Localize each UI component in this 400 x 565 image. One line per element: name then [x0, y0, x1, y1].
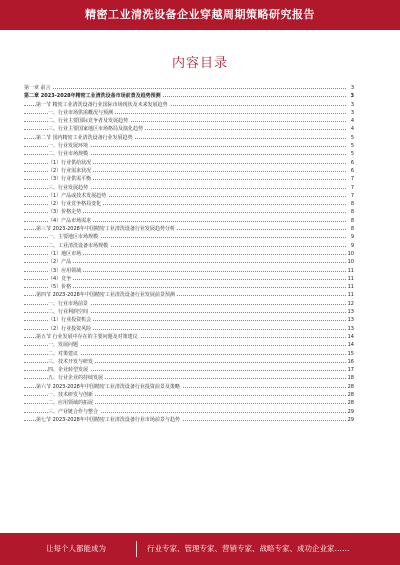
toc-entry-text: （2）行业竞争格局变化 [48, 201, 102, 208]
toc-entry-text: 三、行业主要国家地区市场格局及演化趋势 [48, 126, 144, 133]
toc-entry-text: （4）竞争 [48, 275, 72, 282]
toc-entry[interactable] [24, 242, 354, 250]
toc-page-number: 11 [347, 267, 354, 274]
toc-page-number: 9 [350, 242, 354, 249]
toc-entry-text: 第二节 国内精密工业清洗设备行业发展趋势 [36, 134, 133, 141]
toc-page-number: 3 [350, 85, 354, 91]
toc-entry-text: 第二章 2023-2028年精密工业清洗设备市场前景及趋势预测 [24, 93, 161, 100]
toc-entry-text: 三、行业发展趋势 [48, 184, 89, 191]
toc-page-number: 13 [347, 309, 354, 316]
toc-entry[interactable] [24, 167, 354, 175]
toc-entry-text: 一、技术研发与创新 [48, 391, 94, 398]
toc-entry-text: 一、行业发展环境 [48, 143, 89, 150]
toc-page-number: 9 [350, 234, 354, 241]
toc-page-number: 5 [350, 151, 354, 158]
toc-entry[interactable] [24, 150, 354, 158]
toc-page-number: 11 [347, 275, 354, 282]
toc-entry[interactable] [24, 117, 354, 125]
toc-entry-text: （1）行业投资机会 [48, 317, 92, 324]
toc-entry[interactable] [24, 175, 354, 183]
toc-entry[interactable] [24, 267, 354, 275]
toc-entry-text: （4）产品市场需求 [48, 217, 92, 224]
toc-entry[interactable] [24, 233, 354, 241]
toc-page-number: 29 [347, 416, 354, 423]
toc-page-number: 11 [347, 284, 354, 291]
toc-entry[interactable] [24, 291, 354, 299]
toc-entry-text: 第四节 2023-2028年中国精密工业清洗设备行业发展前景预测 [36, 292, 175, 299]
toc-page-number: 8 [350, 217, 354, 224]
toc-entry[interactable] [24, 258, 354, 266]
toc-entry-text: 第五节 行业发展中存在的主要问题及对策建议 [36, 333, 138, 340]
toc-page-number: 17 [347, 367, 354, 374]
toc-entry-text: 一、主要地区市场规模 [48, 234, 99, 241]
toc-entry-text: 三、技术开发与研发 [48, 358, 94, 365]
toc-entry-text: 五、行业企业的持续发展 [48, 375, 104, 382]
toc-entry-text: 第一章 前言 [24, 85, 51, 91]
toc-entry[interactable] [24, 250, 354, 258]
toc-page-number: 6 [350, 167, 354, 174]
toc-entry[interactable] [24, 92, 354, 100]
toc-entry-text: （3）行业供需平衡 [48, 176, 92, 183]
toc-entry-text: 二、工业清洗设备市场规模 [48, 242, 109, 249]
toc-entry[interactable] [24, 391, 354, 399]
toc-entry[interactable] [24, 275, 354, 283]
toc-page-number: 14 [347, 333, 354, 340]
toc-entry[interactable] [24, 350, 354, 358]
toc-entry[interactable] [24, 84, 354, 92]
toc-page-number: 8 [350, 226, 354, 233]
toc-entry-text: 四、企业转型发展 [48, 367, 89, 374]
toc-page-number: 12 [347, 300, 354, 307]
toc-entry-text: 二、行业主要国际竞争者及发展趋势 [48, 118, 129, 125]
toc-entry[interactable] [24, 358, 354, 366]
toc-page-number: 10 [347, 250, 354, 257]
toc-entry-text: 一、发展问题 [48, 342, 79, 349]
toc-leader-dots [24, 88, 346, 89]
toc-entry[interactable] [24, 316, 354, 324]
footer-banner [0, 533, 400, 565]
toc-entry-text: （1）行业供给状况 [48, 159, 92, 166]
toc-page-number: 13 [347, 317, 354, 324]
toc-entry-text: （1）产品或技术发展趋势 [48, 192, 107, 199]
toc-entry[interactable] [24, 208, 354, 216]
toc-entry[interactable] [24, 125, 354, 133]
toc-entry-text: 二、行业利润空间 [48, 309, 89, 316]
toc-entry-text: （1）地区市场 [48, 250, 82, 257]
toc-page-number: 18 [347, 375, 354, 382]
toc-entry[interactable] [24, 142, 354, 150]
toc-page-number: 3 [350, 109, 354, 116]
toc-page-number: 5 [350, 134, 354, 141]
toc-entry[interactable] [24, 192, 354, 200]
toc-entry-text: （2）行业投资风险 [48, 325, 92, 332]
toc-entry[interactable] [24, 399, 354, 407]
toc-entry[interactable] [24, 416, 354, 424]
toc-entry-text: 二、应用领域的拓展 [48, 400, 94, 407]
toc-page-number: 10 [347, 259, 354, 266]
toc-entry[interactable] [24, 341, 354, 349]
toc-entry-text: （3）价格走势 [48, 209, 82, 216]
toc-page-number: 29 [347, 408, 354, 415]
toc-page-number: 7 [350, 176, 354, 183]
toc-page-number: 11 [347, 292, 354, 299]
toc-page-number: 16 [347, 358, 354, 365]
report-title: 精密工业清洗设备企业穿越周期策略研究报告 [85, 8, 315, 21]
footer-right-text: 行业专家、管理专家、营销专家、战略专家、成功企业家…… [147, 544, 350, 553]
toc-page-number: 5 [350, 143, 354, 150]
toc-page-number: 28 [347, 391, 354, 398]
toc-page-number: 3 [350, 101, 354, 108]
toc-entry[interactable] [24, 184, 354, 192]
toc-entry[interactable] [24, 325, 354, 333]
toc-entry[interactable] [24, 308, 354, 316]
toc-entry[interactable] [24, 300, 354, 308]
toc-entry-text: 第三节 2023-2028年中国精密工业清洗设备行业发展趋势分析 [36, 226, 175, 233]
toc-page-number: 15 [347, 350, 354, 357]
toc-page-number: 3 [350, 93, 354, 100]
footer-divider [136, 541, 137, 557]
toc-entry[interactable] [24, 383, 354, 391]
toc-entry[interactable] [24, 408, 354, 416]
toc-title: 内容目录 [171, 56, 228, 71]
toc-entry[interactable] [24, 374, 354, 382]
toc-entry[interactable] [24, 134, 354, 142]
toc-page-number: 8 [350, 201, 354, 208]
toc-page-number: 28 [347, 383, 354, 390]
toc-entry-text: 第七节 2023-2028年中国精密工业清洗设备行业市场前景与趋势 [36, 416, 180, 423]
toc-entry[interactable] [24, 217, 354, 225]
toc-page-number: 14 [347, 342, 354, 349]
toc-entry-text: 一、行业市场供需概况与预测 [48, 109, 114, 116]
toc-page-number: 6 [350, 159, 354, 166]
toc-entry-text: （2）产品 [48, 259, 72, 266]
report-header [0, 0, 400, 30]
toc-entry-text: （3）应用领域 [48, 267, 82, 274]
toc-entry[interactable] [24, 283, 354, 291]
toc-entry-text: （5）价格 [48, 284, 72, 291]
toc-page-number: 13 [347, 325, 354, 332]
toc-entry-text: 二、对策建议 [48, 350, 79, 357]
toc-page-number: 7 [350, 192, 354, 199]
toc-entry-text: （2）行业需求状况 [48, 167, 92, 174]
toc-entry[interactable] [24, 225, 354, 233]
toc-entry[interactable] [24, 366, 354, 374]
toc-entry[interactable] [24, 333, 354, 341]
toc-page-number: 8 [350, 209, 354, 216]
toc-entry[interactable] [24, 200, 354, 208]
table-of-contents [24, 84, 354, 424]
toc-entry-text: 三、产业链合作与整合 [48, 408, 99, 415]
toc-entry[interactable] [24, 159, 354, 167]
toc-entry-text: 一、行业市场前景 [48, 300, 89, 307]
toc-page-number: 28 [347, 400, 354, 407]
toc-entry-text: 第一节 精密工业清洗设备行业国际市场现状及未来发展趋势 [36, 101, 168, 108]
toc-entry[interactable] [24, 109, 354, 117]
toc-entry-text: 第六节 2023-2028年中国精密工业清洗设备行业投资前景及策略 [36, 383, 180, 390]
toc-page-number: 4 [350, 118, 354, 125]
toc-page-number: 7 [350, 184, 354, 191]
footer-left-text: 让每个人都能成为 [46, 544, 106, 553]
toc-page-number: 4 [350, 126, 354, 133]
toc-entry-text: 二、行业市场规模 [48, 151, 89, 158]
toc-entry[interactable] [24, 101, 354, 109]
